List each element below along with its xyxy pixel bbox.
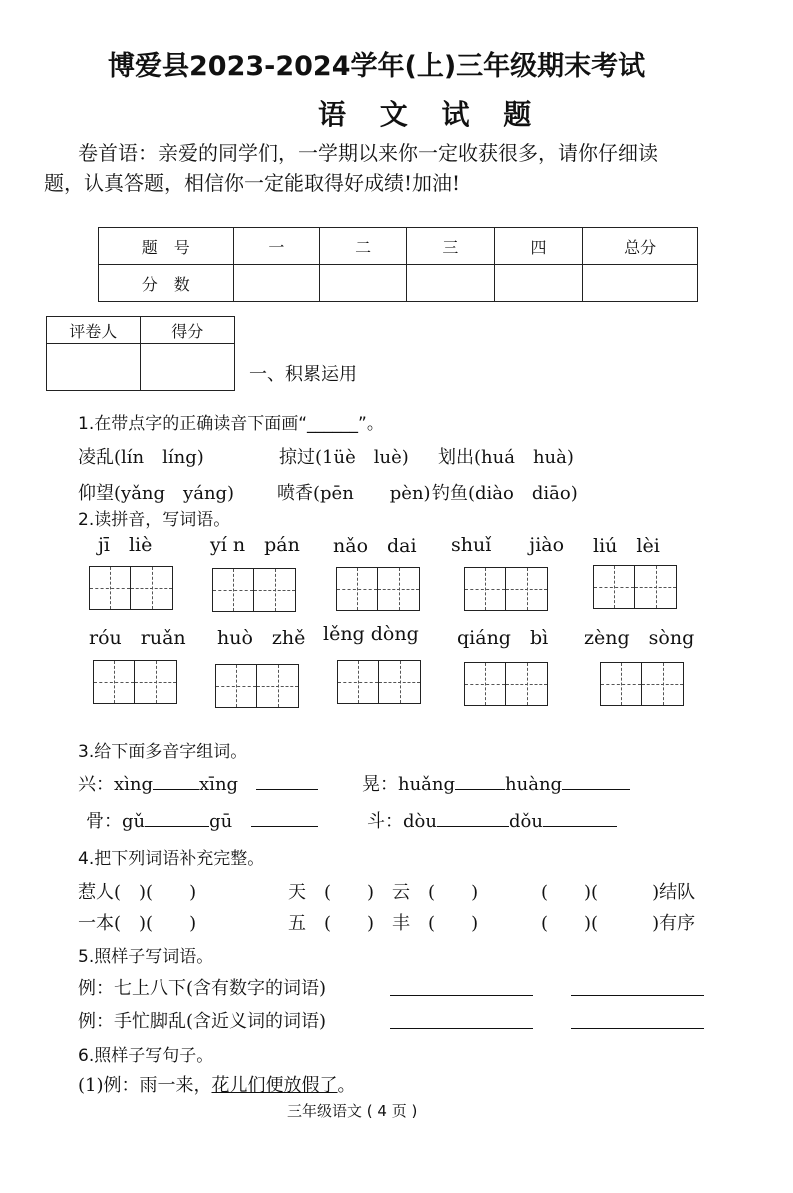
q2-write-grid-8[interactable] [337,660,421,704]
q5-example-2: 例：手忙脚乱(含近义词的词语) [78,1011,327,1032]
q6-prompt: 6.照样子写句子。 [78,1046,214,1066]
q2-pinyin-6: róu ruǎn [89,627,186,649]
q2-pinyin-1: jī liè [98,534,153,556]
score-header-1: 一 [233,228,320,265]
q1-item-4: 仰望(yǎng yáng) [78,483,235,504]
q1-item-3: 划出(huá huà) [438,447,574,468]
q2-pinyin-9: qiáng bì [457,627,549,649]
q2-write-grid-10[interactable] [600,662,684,706]
score-cell-3[interactable] [406,265,494,302]
q4-row1-item3: ( )( )结队 [541,882,696,903]
q5-example-1: 例：七上八下(含有数字的词语) [78,978,327,999]
score-header-4: 四 [494,228,583,265]
q5-answer-2a[interactable] [390,1028,533,1029]
q3-prompt: 3.给下面多音字组词。 [78,742,248,762]
grader-score-label: 得分 [140,317,235,344]
q3-line2-c: 斗：dòu dǒu [367,807,617,833]
score-header-label: 题 号 [99,228,234,265]
intro-line-1: 卷首语：亲爱的同学们，一学期以来你一定收获很多，请你仔细读 [78,141,658,165]
score-cell-2[interactable] [320,265,407,302]
q2-pinyin-8: lěng dòng [323,623,419,645]
q2-write-grid-7[interactable] [215,664,299,708]
section-1-heading: 一、积累运用 [249,364,357,385]
q3-blank-4[interactable] [562,771,630,790]
q5-answer-1b[interactable] [571,995,704,996]
score-table [98,227,698,302]
q2-write-grid-6[interactable] [93,660,177,704]
q1-item-1: 凌乱(lín líng) [78,447,204,468]
q3-line1-c: 晃：huǎng huàng [362,770,630,796]
q2-pinyin-7: huò zhě [217,627,306,649]
q3-blank-1[interactable] [153,771,199,790]
q4-row2-item1: 一本( )( ) [78,913,197,934]
q2-write-grid-5[interactable] [593,565,677,609]
q5-answer-1a[interactable] [390,995,533,996]
q3-line2-a: 骨：gǔ gū [86,807,232,833]
q2-write-grid-1[interactable] [89,566,173,610]
q2-write-grid-4[interactable] [464,567,548,611]
q3-blank-3[interactable] [455,771,505,790]
q3-blank-5[interactable] [145,808,209,827]
score-cell-4[interactable] [494,265,583,302]
q2-prompt: 2.读拼音，写词语。 [78,510,231,530]
q3-blank-8[interactable] [543,808,617,827]
q1-item-6: 钓鱼(diào diāo) [432,483,578,504]
q2-pinyin-2: yí n pán [210,534,300,556]
q2-write-grid-3[interactable] [336,567,420,611]
q3-blank-2[interactable] [256,789,318,790]
q5-prompt: 5.照样子写词语。 [78,947,214,967]
score-header-2: 二 [320,228,407,265]
score-cell-1[interactable] [233,265,320,302]
q4-row2-item3: ( )( )有序 [541,913,696,934]
score-header-total: 总分 [583,228,698,265]
q2-pinyin-4: shuǐ jiào [451,534,565,556]
q3-blank-6[interactable] [251,826,318,827]
grader-score-cell[interactable] [140,344,235,391]
q4-row2-item2: 五 ( ) 丰 ( ) [288,913,479,934]
exam-title: 博爱县2023-2024学年(上)三年级期末考试 [108,51,646,82]
q2-write-grid-2[interactable] [212,568,296,612]
score-header-3: 三 [406,228,494,265]
grader-cell[interactable] [47,344,141,391]
q3-line1-a: 兴：xìng xīng [78,770,238,796]
q2-pinyin-5: liú lèi [593,535,660,557]
q1-prompt: 1.在带点字的正确读音下面画“______”。 [78,414,384,434]
score-row-label: 分 数 [99,265,234,302]
q2-pinyin-3: nǎo dai [333,535,417,557]
q1-item-2: 掠过(1üè luè) [279,447,409,468]
score-cell-total[interactable] [583,265,698,302]
q5-answer-2b[interactable] [571,1028,704,1029]
grader-box [46,316,235,391]
page-footer: 三年级语文 ( 4 页 ) [287,1102,418,1120]
q4-row1-item1: 惹人( )( ) [78,882,197,903]
q1-item-5: 喷香(pēn pèn) [277,483,431,504]
q4-prompt: 4.把下列词语补充完整。 [78,849,265,869]
q2-write-grid-9[interactable] [464,662,548,706]
q2-pinyin-10: zèng sòng [584,627,695,649]
q6-example: (1)例：雨一来，花儿们便放假了。 [78,1075,356,1096]
grader-label: 评卷人 [47,317,141,344]
q6-example-underlined: 花儿们便放假了 [211,1075,338,1096]
intro-line-2: 题，认真答题，相信你一定能取得好成绩!加油! [44,171,461,195]
q4-row1-item2: 天 ( ) 云 ( ) [288,882,479,903]
q3-blank-7[interactable] [437,808,509,827]
exam-subtitle: 语 文 试 题 [318,98,544,131]
